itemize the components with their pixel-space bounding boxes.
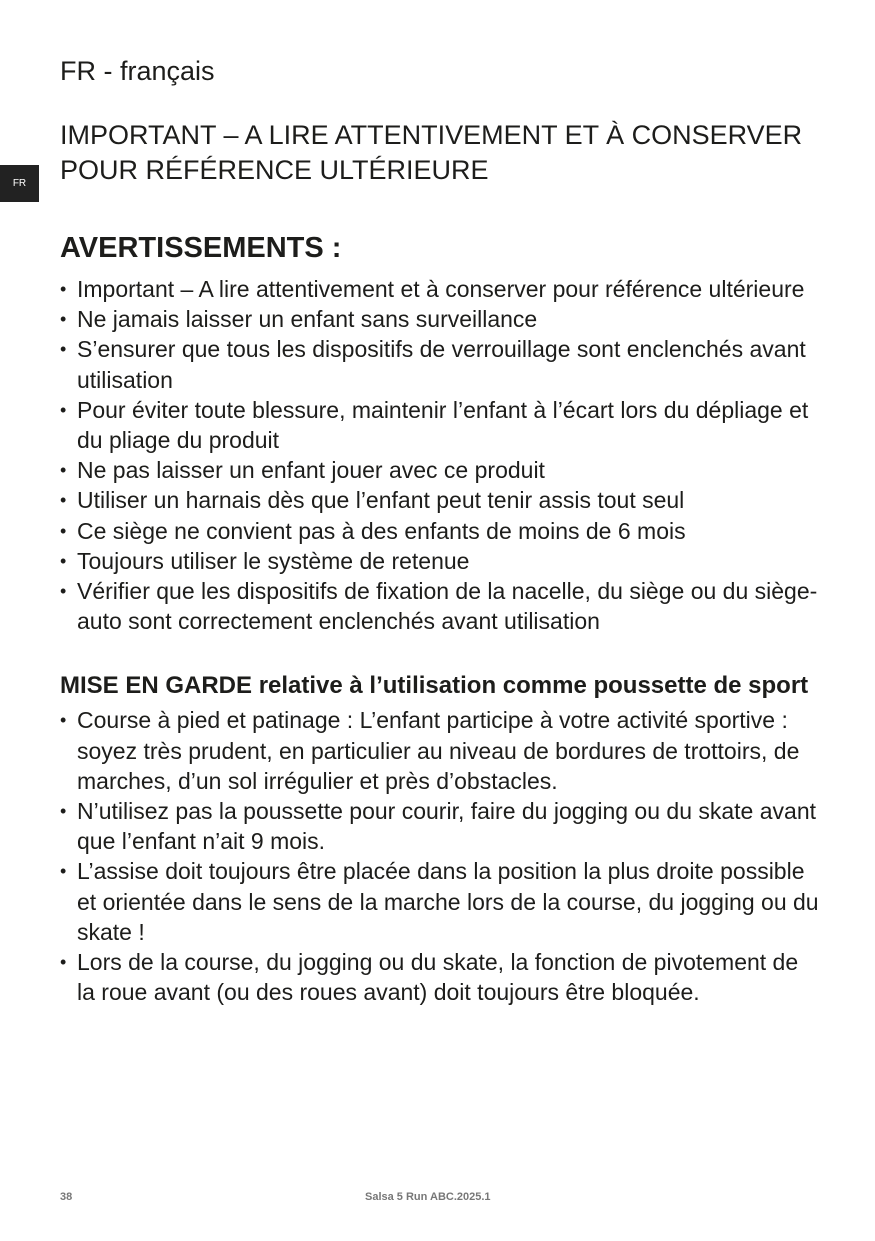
- list-item: • Pour éviter toute blessure, maintenir l’enfant à l’écart lors du dépliage et du pliage du produit: [60, 395, 820, 455]
- important-notice: IMPORTANT – A LIRE ATTENTIVEMENT ET À CONSERVER POUR RÉFÉRENCE ULTÉRIEURE: [60, 120, 803, 185]
- section-spacer: [60, 636, 820, 668]
- list-item: • L’assise doit toujours être placée dans la position la plus droite possible et orientée dans le sens de la marche lors de la course, du jogging ou du skate !: [60, 856, 820, 947]
- list-item: • Ce siège ne convient pas à des enfants de moins de 6 mois: [60, 516, 820, 546]
- list-item: • Lors de la course, du jogging ou du skate, la fonction de pivotement de la roue avant (ou des roues avant) doit toujours être bloquée.: [60, 947, 820, 1007]
- list-item: • Toujours utiliser le système de retenue: [60, 546, 820, 576]
- list-item: • Important – A lire attentivement et à conserver pour référence ultérieure: [60, 274, 820, 304]
- list-item: • S’ensurer que tous les dispositifs de verrouillage sont enclenchés avant utilisation: [60, 334, 820, 394]
- warnings-list: [60, 274, 820, 636]
- page-number: 38: [60, 1191, 73, 1203]
- list-item: • Vérifier que les dispositifs de fixation de la nacelle, du siège ou du siège-auto sont correctement enclenchés avant utilisation: [60, 576, 820, 636]
- language-side-tab: FR: [0, 165, 39, 202]
- main-content: [60, 228, 820, 1007]
- list-item: • Utiliser un harnais dès que l’enfant peut tenir assis tout seul: [60, 485, 820, 515]
- sport-caution-title: MISE EN GARDE relative à l’utilisation comme poussette de sport: [60, 672, 809, 700]
- warnings-title: AVERTISSEMENTS :: [60, 232, 342, 264]
- sport-caution-list: [60, 705, 820, 1007]
- list-item: • N’utilisez pas la poussette pour courir, faire du jogging ou du skate avant que l’enfant n’ait 9 mois.: [60, 796, 820, 856]
- list-item: • Ne jamais laisser un enfant sans surveillance: [60, 304, 820, 334]
- language-title: FR - français: [60, 56, 215, 86]
- list-item: • Course à pied et patinage : L’enfant participe à votre activité sportive : soyez très prudent, en particulier au niveau de bordures de trottoirs, de marches, d’un sol irrégulier et près d’obstacles.: [60, 705, 820, 796]
- list-item: • Ne pas laisser un enfant jouer avec ce produit: [60, 455, 820, 485]
- document-reference: Salsa 5 Run ABC.2025.1: [365, 1191, 491, 1203]
